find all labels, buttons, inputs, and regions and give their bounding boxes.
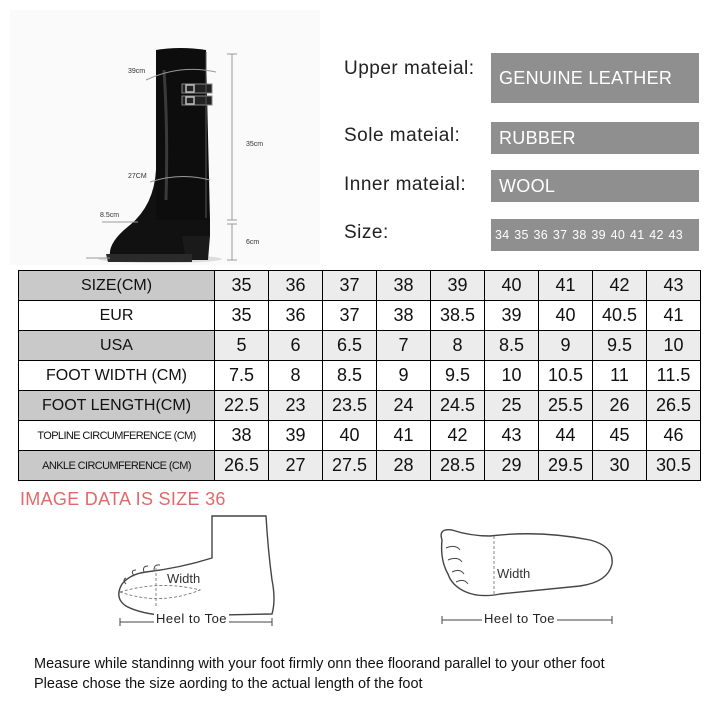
table-cell: 23 [269, 391, 323, 421]
table-cell: 39 [431, 271, 485, 301]
table-cell: 9 [377, 361, 431, 391]
dim-ankle: 27CM [128, 173, 147, 180]
table-cell: 10.5 [539, 361, 593, 391]
row-header: TOPLINE CIRCUMFERENCE (CM) [19, 421, 215, 451]
table-row [19, 301, 701, 331]
table-cell: 35 [215, 271, 269, 301]
table-cell: 26.5 [647, 391, 701, 421]
table-cell: 26 [593, 391, 647, 421]
table-cell: 36 [269, 271, 323, 301]
size-chart-table [18, 270, 701, 481]
table-cell: 9 [539, 331, 593, 361]
table-cell: 42 [431, 421, 485, 451]
table-cell: 35 [215, 301, 269, 331]
table-cell: 36 [269, 301, 323, 331]
size-value: 34 35 36 37 38 39 40 41 42 43 [491, 219, 699, 251]
table-cell: 24.5 [431, 391, 485, 421]
dim-top-circumference: 39cm [128, 68, 146, 75]
table-cell: 6.5 [323, 331, 377, 361]
table-cell: 40 [323, 421, 377, 451]
table-row [19, 421, 701, 451]
table-row [19, 451, 701, 481]
table-cell: 43 [647, 271, 701, 301]
boot-image [10, 10, 320, 265]
upper-material-label: Upper mateial: [344, 58, 475, 79]
table-cell: 39 [269, 421, 323, 451]
row-header: FOOT LENGTH(CM) [19, 391, 215, 421]
table-cell: 38 [377, 271, 431, 301]
table-cell: 40 [539, 301, 593, 331]
table-cell: 29.5 [539, 451, 593, 481]
table-cell: 41 [377, 421, 431, 451]
table-cell: 9.5 [431, 361, 485, 391]
instruction-line-2: Please chose the size aording to the actual length of the foot [34, 676, 423, 692]
table-cell: 39 [485, 301, 539, 331]
table-cell: 44 [539, 421, 593, 451]
table-cell: 7.5 [215, 361, 269, 391]
table-cell: 7 [377, 331, 431, 361]
row-header: FOOT WIDTH (CM) [19, 361, 215, 391]
dim-toe: 8.5cm [100, 212, 120, 219]
top-width-label: Width [497, 566, 531, 581]
table-cell: 10 [485, 361, 539, 391]
table-cell: 41 [539, 271, 593, 301]
table-cell: 40 [485, 271, 539, 301]
row-header: SIZE(CM) [19, 271, 215, 301]
table-cell: 8.5 [323, 361, 377, 391]
table-cell: 6 [269, 331, 323, 361]
table-cell: 8.5 [485, 331, 539, 361]
table-cell: 37 [323, 301, 377, 331]
table-cell: 11 [593, 361, 647, 391]
table-cell: 8 [431, 331, 485, 361]
row-header: EUR [19, 301, 215, 331]
table-cell: 29 [485, 451, 539, 481]
table-cell: 37 [323, 271, 377, 301]
table-cell: 40.5 [593, 301, 647, 331]
table-cell: 11.5 [647, 361, 701, 391]
table-cell: 27.5 [323, 451, 377, 481]
table-cell: 38.5 [431, 301, 485, 331]
table-cell: 28 [377, 451, 431, 481]
inner-material-value: WOOL [491, 170, 699, 202]
table-cell: 8 [269, 361, 323, 391]
table-cell: 25.5 [539, 391, 593, 421]
instruction-line-1: Measure while standinng with your foot firmly onn thee floorand parallel to your other foot [34, 656, 605, 672]
row-header: ANKLE CIRCUMFERENCE (CM) [19, 451, 215, 481]
size-label: Size: [344, 222, 389, 243]
inner-material-label: Inner mateial: [344, 174, 467, 195]
dim-heel: 6cm [246, 239, 260, 246]
table-cell: 42 [593, 271, 647, 301]
row-header: USA [19, 331, 215, 361]
table-cell: 38 [215, 421, 269, 451]
table-cell: 9.5 [593, 331, 647, 361]
side-heel-to-toe-label: Heel to Toe [156, 611, 228, 626]
table-cell: 41 [647, 301, 701, 331]
table-cell: 30.5 [647, 451, 701, 481]
table-row [19, 331, 701, 361]
table-cell: 5 [215, 331, 269, 361]
image-size-note: IMAGE DATA IS SIZE 36 [20, 489, 226, 509]
table-cell: 30 [593, 451, 647, 481]
table-cell: 38 [377, 301, 431, 331]
table-cell: 26.5 [215, 451, 269, 481]
table-cell: 10 [647, 331, 701, 361]
table-row [19, 361, 701, 391]
table-cell: 27 [269, 451, 323, 481]
top-heel-to-toe-label: Heel to Toe [484, 611, 556, 626]
table-cell: 45 [593, 421, 647, 451]
table-cell: 22.5 [215, 391, 269, 421]
table-cell: 25 [485, 391, 539, 421]
sole-material-label: Sole mateial: [344, 125, 461, 146]
table-row [19, 271, 701, 301]
table-row [19, 391, 701, 421]
dim-shaft-height: 35cm [246, 141, 264, 148]
table-cell: 46 [647, 421, 701, 451]
sole-material-value: RUBBER [491, 122, 699, 154]
upper-material-value: GENUINE LEATHER [491, 53, 699, 103]
table-cell: 24 [377, 391, 431, 421]
table-cell: 28.5 [431, 451, 485, 481]
table-cell: 23.5 [323, 391, 377, 421]
table-cell: 43 [485, 421, 539, 451]
side-width-label: Width [167, 571, 201, 586]
